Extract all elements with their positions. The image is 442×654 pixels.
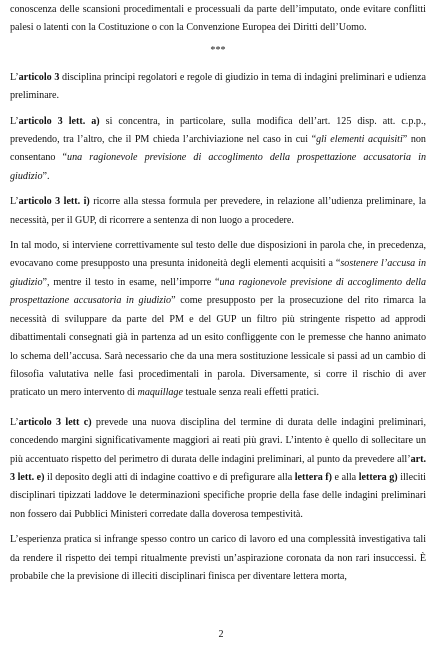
text-run: testuale senza reali effetti pratici. [182, 387, 319, 399]
text-run: L’ [10, 416, 19, 428]
paragraph-articolo-3-lett-i [10, 193, 426, 230]
text-run: il deposito degli atti di indagine coattivo e di prefigurare alla [44, 471, 295, 483]
text-run: disciplina principi regolatori e regole di giudizio in tema di indagini preliminari e udienza preliminare. [10, 71, 426, 102]
italic-text: gli elementi acquisiti [316, 134, 403, 146]
section-separator: *** [210, 44, 226, 56]
bold-text: articolo 3 lett c) [18, 416, 92, 428]
italic-text: maquillage [137, 387, 183, 399]
text-run: conoscenza delle scansioni procedimentali e processuali da parte dell’imputato, onde evitare conflitti palesi o latenti con la Costituzione o con la Convenzione Europea dei Diritti dell’Uomo. [10, 4, 426, 34]
bold-text: lettera g) [358, 471, 398, 483]
bold-text: articolo 3 lett. a) [18, 115, 100, 127]
italic-text: sostenere l’accusa in giudizio [10, 258, 426, 288]
text-run: prevede una nuova disciplina del termine di durata delle indagini preliminari, concedendo margini significativamente maggiori ai reati più gravi. L’intento è quello di sollecitare un più accentuato rispetto del perimetro di durata delle indagini preliminari, al punto da prevedere all’ [10, 416, 427, 465]
paragraph-esperienza-pratica [10, 531, 426, 586]
text-run: L’ [10, 196, 19, 208]
text-run: L’ [10, 71, 19, 83]
paragraph-articolo-3-lett-c [10, 414, 426, 524]
bold-text: articolo 3 lett. i) [18, 196, 90, 208]
bold-text: lettera f) [294, 471, 333, 483]
italic-text: una ragionevole previsione di accoglimento della prospettazione accusatoria in giudizio [10, 152, 426, 182]
text-run: L’esperienza pratica si infrange spesso contro un carico di lavoro ed una complessità investigativa tali da rendere il rispetto dei tempi ritualmente previsti un’aspirazione coronata da non rari insuccessi. È probabile che la previsione di illeciti disciplinari finisca per diventare lettera morta, [10, 534, 426, 582]
text-run: si concentra, in particolare, sulla modifica dell’art. 125 disp. att. c.p.p., prevedendo, tra l’altro, che il PM chieda l’archiviazione nel caso in cui “ [10, 115, 426, 146]
italic-text: una ragionevole previsione di accoglimento della prospettazione accusatoria in giudizio [10, 276, 427, 307]
text-run: ”. [42, 170, 50, 182]
paragraph-articolo-3 [10, 69, 426, 106]
text-run: In tal modo, si interviene correttivamente sul testo delle due disposizioni in parola che, in precedenza, evocavano come presupposto una presunta inidoneità degli elementi acquisiti a “ [10, 240, 426, 270]
bold-text: articolo 3 [18, 71, 60, 83]
paragraph-in-tal-modo [10, 237, 426, 403]
text-run: ricorre alla stessa formula per prevedere, in relazione all’udienza preliminare, la necessità, per il GUP, di ricorrere a sentenza di non luogo a procedere. [10, 196, 426, 226]
text-run: illeciti disciplinari tipizzati laddove le determinazioni specifiche proprie della fase delle indagini preliminari non fossero dai Pubblici Ministeri corredate dalla doverosa tempestività. [10, 471, 426, 520]
text-run: ” non consentano “ [10, 134, 426, 164]
text-run: e alla [332, 471, 359, 483]
paragraph-articolo-3-lett-a [10, 113, 426, 187]
text-run: ” come presupposto per la prosecuzione del rito rimarca la necessità di sviluppare da parte del PM e del GUP un filtro più stringente rispetto ad approdi dibattimentali consegnati già in partenza ad un esito confliggente con le premesse che hanno animato lo schema dell’accusa. Sarà necessario che da una mera sostituzione lessicale si passi ad un cambio di filosofia valutativa nelle fasi procedimentali in parola. Diversamente, si corre il rischio di aver praticato un mero intervento di [10, 295, 426, 399]
paragraph-continuation [10, 0, 426, 38]
text-run: ”, mentre il testo in esame, nell’imporre “ [42, 276, 220, 288]
page-number: 2 [218, 629, 224, 640]
text-run: L’ [10, 115, 19, 127]
bold-text: art. 3 lett. e) [10, 453, 426, 483]
